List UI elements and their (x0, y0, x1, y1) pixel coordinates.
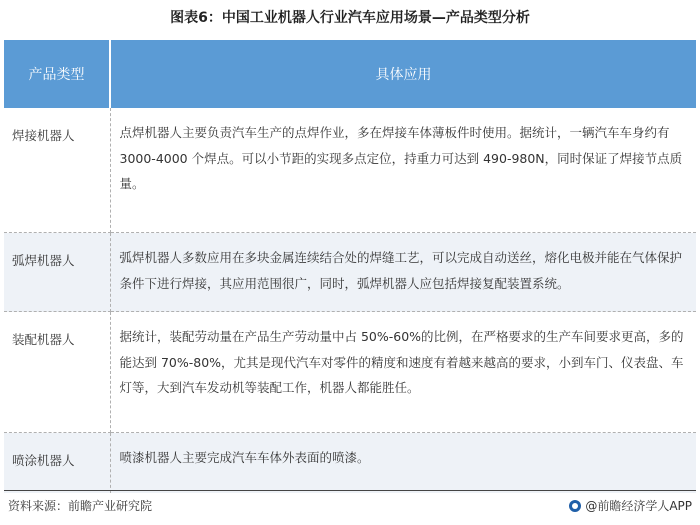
row-application: 点焊机器人主要负责汽车生产的点焊作业，多在焊接车体薄板件时使用。据统计，一辆汽车车身约有 3000-4000 个焊点。可以小节距的实现多点定位，持重力可达到 490-980N，同时保证了焊接节点质量。 (110, 108, 696, 233)
row-product-type: 装配机器人 (4, 312, 110, 433)
header-application: 具体应用 (110, 40, 696, 108)
footer-divider (4, 490, 696, 491)
chart-title: 图表6：中国工业机器人行业汽车应用场景—产品类型分析 (170, 10, 530, 26)
row-application: 弧焊机器人多数应用在多块金属连续结合处的焊缝工艺，可以完成自动送丝，熔化电极并能在气体保护条件下进行焊接，其应用范围很广，同时，弧焊机器人应包括焊接复配装置系统。 (110, 233, 696, 312)
table-header-row (4, 40, 696, 108)
row-product-type: 焊接机器人 (4, 108, 110, 233)
row-product-type: 弧焊机器人 (4, 233, 110, 312)
header-product-type: 产品类型 (4, 40, 110, 108)
row-application: 据统计，装配劳动量在产品生产劳动量中占 50%-60%的比例，在严格要求的生产车间要求更高，多的能达到 70%-80%，尤其是现代汽车对零件的精度和速度有着越来越高的要求，小到车门、仪表盘、车灯等，大到汽车发动机等装配工作，机器人都能胜任。 (110, 312, 696, 433)
table-row (4, 433, 696, 494)
row-product-type: 喷涂机器人 (4, 433, 110, 494)
application-table (4, 40, 696, 493)
table-row (4, 108, 696, 233)
product-type-table (4, 40, 696, 493)
brand-credit (569, 494, 692, 518)
table-row (4, 312, 696, 433)
row-application: 喷漆机器人主要完成汽车车体外表面的喷漆。 (110, 433, 696, 494)
brand-label: @前瞻经济学人APP (585, 499, 692, 513)
footer (8, 494, 692, 518)
source-note: 资料来源：前瞻产业研究院 (8, 499, 153, 513)
brand-logo-icon (569, 500, 581, 512)
table-row (4, 233, 696, 312)
